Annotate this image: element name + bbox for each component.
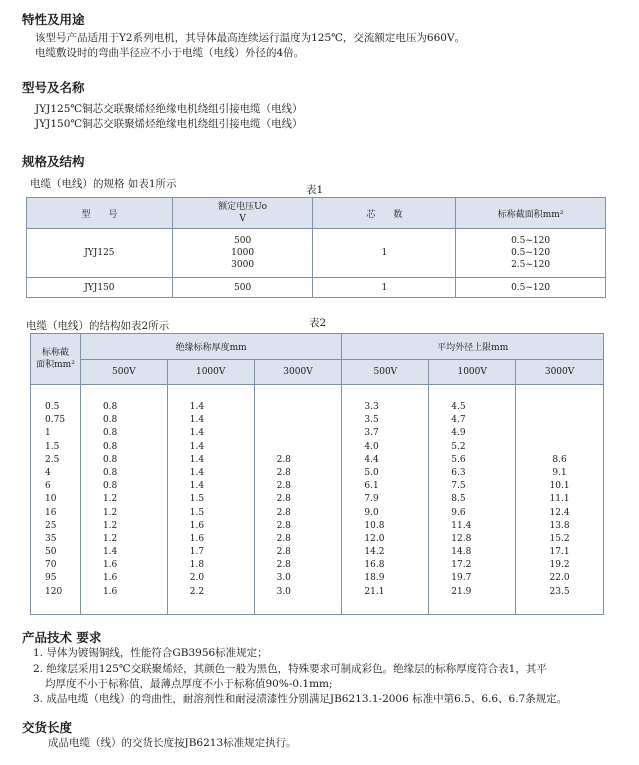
- t1-header-model: 型 号: [27, 198, 173, 229]
- t2-sub-dia-3000v: 3000V: [516, 360, 604, 385]
- t2-cell: 3.5: [364, 415, 379, 426]
- t2-cell: [516, 427, 603, 440]
- t2-cell: 14.8: [451, 547, 472, 558]
- t2-cell: 1.4: [189, 467, 205, 478]
- t2-cell: 0.8: [102, 402, 118, 412]
- t2-cell: 1.2: [102, 507, 118, 518]
- section-title-spec: 规格及结构: [22, 154, 85, 169]
- t2-cell: 1.5: [189, 494, 205, 505]
- t2-col-dia500: [342, 385, 429, 615]
- t1-cores: 1: [313, 229, 456, 278]
- table1: [26, 197, 606, 298]
- t2-col-ins3000: [254, 385, 342, 615]
- t2-cell: 22.0: [549, 573, 570, 584]
- t2-cell: 21.9: [451, 586, 472, 597]
- t2-cell: 1.4: [102, 547, 118, 558]
- t1-model: JYJ125: [27, 229, 173, 278]
- t2-cell: 2.0: [189, 573, 205, 584]
- t2-cell: [516, 441, 603, 454]
- usage-line-1: 该型号产品适用于Y2系列电机，其导体最高连续运行温度为125℃，交流额定电压为660V。: [35, 32, 466, 44]
- t2-cell: 3.7: [364, 428, 379, 439]
- t2-cell: 4.0: [364, 441, 379, 452]
- t2-cell: 2.8: [276, 467, 291, 478]
- t2-cell: 0.8: [102, 481, 118, 492]
- t2-cell: 1.7: [189, 547, 205, 558]
- t2-cell: 17.1: [549, 547, 570, 558]
- t2-cell: 25: [45, 520, 57, 531]
- t2-cell: 1.4: [189, 441, 205, 452]
- t2-cell: 3.3: [364, 402, 379, 412]
- t2-cell: 14.2: [364, 547, 385, 558]
- t2-cell: 6: [45, 481, 51, 492]
- t2-cell: 4: [45, 467, 51, 478]
- t2-cell: 17.2: [451, 560, 472, 571]
- t2-cell: 1.6: [189, 533, 205, 544]
- t1-area: 2.5~120: [511, 260, 551, 270]
- t2-col-dia3000: [516, 385, 604, 615]
- t2-cell: 12.8: [451, 533, 472, 544]
- t2-sub-ins-3000v: 3000V: [254, 360, 342, 385]
- t2-cell: 2.8: [276, 494, 291, 505]
- t2-cell: 3.0: [276, 586, 291, 597]
- t2-cell: 1.2: [102, 520, 118, 531]
- t2-cell: 11.1: [549, 494, 570, 505]
- t2-cell: 12.0: [364, 533, 385, 544]
- t2-cell: 2.5: [45, 454, 60, 465]
- table1-intro: 电缆（电线）的规格 如表1所示: [30, 178, 177, 190]
- t1-header-cores: 芯 数: [313, 198, 456, 229]
- section-title-usage: 特性及用途: [22, 12, 85, 27]
- t2-cell: 120: [45, 586, 63, 597]
- t2-cell: 19.2: [549, 560, 570, 571]
- t2-cell: 4.7: [451, 415, 466, 426]
- t2-cell: 1.4: [189, 428, 205, 439]
- t2-cell: 35: [45, 533, 57, 544]
- table1-caption: 表1: [306, 184, 324, 196]
- t2-cell: 1.5: [45, 441, 60, 452]
- t2-sub-dia-1000v: 1000V: [429, 360, 516, 385]
- t2-header-area-l2: 面积mm²: [36, 360, 75, 370]
- t1-header-voltage: [172, 198, 313, 229]
- t2-cell: [255, 414, 342, 427]
- t2-cell: [255, 401, 342, 414]
- t2-cell: 5.6: [451, 454, 466, 465]
- t2-cell: 1.2: [102, 533, 118, 544]
- t2-cell: 1.4: [189, 402, 205, 412]
- table-row: [27, 229, 606, 278]
- t2-cell: 50: [45, 547, 57, 558]
- t1-area: 0.5~120: [511, 236, 551, 246]
- t2-cell: 1.6: [102, 560, 118, 571]
- t1-voltages: [172, 229, 313, 278]
- t2-cell: 11.4: [451, 520, 472, 531]
- t1-model: JYJ150: [27, 278, 173, 298]
- t2-cell: 0.8: [102, 428, 118, 439]
- t1-voltage: 500: [234, 236, 252, 246]
- t2-cell: 2.8: [276, 520, 291, 531]
- t2-cell: 4.4: [364, 454, 379, 465]
- t2-cell: [516, 414, 603, 427]
- t2-sub-ins-1000v: 1000V: [167, 360, 254, 385]
- t2-cell: 1.6: [102, 573, 118, 584]
- model-line-1: JYJ125℃铜芯交联聚烯烃绝缘电机绕组引接电缆（电线）: [35, 103, 303, 115]
- section-title-delivery: 交货长度: [22, 720, 73, 735]
- t2-body-row: [31, 385, 604, 615]
- model-line-2: JYJ150℃铜芯交联聚烯烃绝缘电机绕组引接电缆（电线）: [35, 118, 303, 130]
- t1-voltage: 3000: [231, 260, 255, 270]
- t2-cell: 5.0: [364, 467, 379, 478]
- t2-cell: 0.8: [102, 467, 118, 478]
- t2-cell: 0.8: [102, 441, 118, 452]
- tech-item-2: 2. 绝缘层采用125℃交联聚烯烃，其颜色一般为黑色，特殊要求可制成彩色。绝缘层的标称厚度符合表1，其平: [33, 663, 547, 675]
- t2-cell: 2.8: [276, 560, 291, 571]
- t2-cell: 9.1: [552, 467, 567, 478]
- usage-line-2: 电缆敷设时的弯曲半径应不小于电缆（电线）外径的4倍。: [35, 47, 305, 59]
- t1-voltage: 500: [172, 278, 313, 298]
- t2-cell: 1.6: [102, 586, 118, 597]
- t2-col-dia1000: [429, 385, 516, 615]
- tech-item-2-cont: 均厚度不小于标称值，最薄点厚度不小于标称值90%-0.1mm;: [45, 678, 333, 690]
- t1-header-voltage-l1: 额定电压Uo: [218, 202, 268, 212]
- t2-sub-ins-500v: 500V: [80, 360, 167, 385]
- t1-header-area: 标称截面积mm²: [456, 198, 606, 229]
- t2-col-ins500: [80, 385, 167, 615]
- table2-caption: 表2: [309, 317, 327, 329]
- t2-cell: 0.75: [45, 415, 66, 426]
- t1-voltage: 1000: [231, 248, 255, 258]
- t2-cell: 2.8: [276, 481, 291, 492]
- t2-cell: 15.2: [549, 533, 570, 544]
- t2-cell: [255, 427, 342, 440]
- table2-intro: 电缆（电线）的结构如表2所示: [26, 320, 170, 332]
- t2-cell: 8.6: [552, 454, 567, 465]
- t2-cell: 4.5: [451, 402, 466, 412]
- t2-cell: 23.5: [549, 586, 570, 597]
- t2-header-insulation: 绝缘标称厚度mm: [80, 334, 341, 360]
- t2-cell: 10.1: [549, 481, 570, 492]
- t2-cell: 0.5: [45, 402, 60, 412]
- t2-col-area: [31, 385, 81, 615]
- t1-areas: [456, 229, 606, 278]
- t2-header-area: [31, 334, 81, 385]
- t2-cell: 13.8: [549, 520, 570, 531]
- delivery-line: 成品电缆（线）的交货长度按JB6213标准规定执行。: [48, 737, 297, 749]
- t2-cell: 2.8: [276, 547, 291, 558]
- tech-item-3: 3. 成品电缆（电线）的弯曲性，耐溶剂性和耐浸渍漆性分别满足JB6213.1-2006 标准中第6.5、6.6、6.7条规定。: [33, 693, 568, 705]
- t2-cell: 18.9: [364, 573, 385, 584]
- t2-cell: 1.6: [189, 520, 205, 531]
- t2-cell: 1.4: [189, 415, 205, 426]
- t2-cell: 9.0: [364, 507, 379, 518]
- table2: [30, 333, 604, 615]
- t2-cell: 2.8: [276, 507, 291, 518]
- t2-cell: 16: [45, 507, 57, 518]
- t1-area: 0.5~120: [456, 278, 606, 298]
- t2-cell: 3.0: [276, 573, 291, 584]
- t2-cell: 1.8: [189, 560, 205, 571]
- t2-cell: 10: [45, 494, 57, 505]
- t2-cell: 70: [45, 560, 57, 571]
- table-row: [27, 278, 606, 298]
- t2-cell: 21.1: [364, 586, 385, 597]
- t2-cell: 1.4: [189, 454, 205, 465]
- t2-cell: 1.4: [189, 481, 205, 492]
- t2-cell: 7.5: [451, 481, 466, 492]
- section-title-model: 型号及名称: [22, 80, 85, 95]
- t2-header-diameter: 平均外径上限mm: [342, 334, 604, 360]
- t2-cell: 0.8: [102, 454, 118, 465]
- t2-cell: 1: [45, 428, 51, 439]
- t2-cell: 1.5: [189, 507, 205, 518]
- section-title-tech: 产品技术 要求: [22, 630, 102, 645]
- t2-cell: 8.5: [451, 494, 466, 505]
- t1-header-voltage-l2: V: [239, 214, 246, 224]
- t2-cell: 2.8: [276, 533, 291, 544]
- t2-cell: 5.2: [451, 441, 466, 452]
- t2-cell: 16.8: [364, 560, 385, 571]
- t2-cell: [516, 401, 603, 414]
- t1-cores: 1: [313, 278, 456, 298]
- tech-item-1: 1. 导体为镀锡铜线，性能符合GB3956标准规定；: [33, 647, 268, 659]
- t2-sub-dia-500v: 500V: [342, 360, 429, 385]
- t2-cell: 7.9: [364, 494, 379, 505]
- t2-cell: 4.9: [451, 428, 466, 439]
- t2-cell: 6.3: [451, 467, 466, 478]
- t2-cell: 19.7: [451, 573, 472, 584]
- t2-cell: 6.1: [364, 481, 379, 492]
- t2-cell: 0.8: [102, 415, 118, 426]
- t2-cell: 2.2: [189, 586, 205, 597]
- t2-cell: 12.4: [549, 507, 570, 518]
- t2-cell: 9.6: [451, 507, 466, 518]
- t2-cell: 95: [45, 573, 57, 584]
- t2-cell: [255, 441, 342, 454]
- t2-cell: 1.2: [102, 494, 118, 505]
- t1-area: 0.5~120: [511, 248, 551, 258]
- t2-col-ins1000: [167, 385, 254, 615]
- t2-cell: 2.8: [276, 454, 291, 465]
- t2-cell: 10.8: [364, 520, 385, 531]
- t2-header-area-l1: 标称截: [41, 348, 69, 358]
